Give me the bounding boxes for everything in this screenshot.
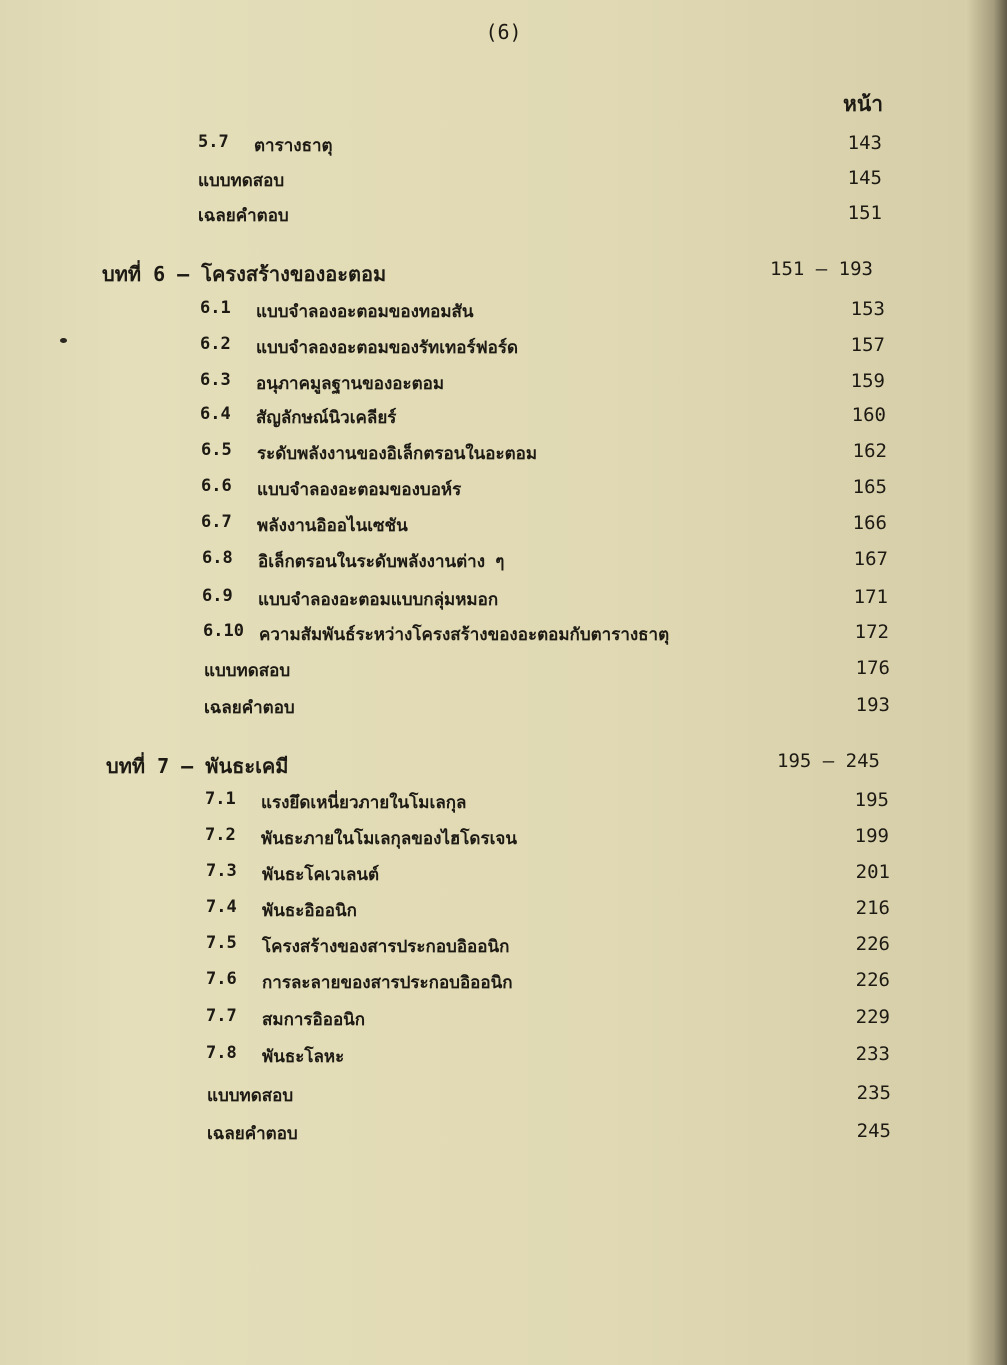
entry-title: อนุภาคมูลฐานของอะตอม [256, 374, 445, 394]
toc-entry [201, 512, 901, 542]
entry-title: พลังงานอิออไนเซชัน [257, 516, 408, 536]
entry-number: 6.6 [201, 476, 232, 496]
toc-entry [200, 370, 900, 400]
entry-number: 6.3 [200, 370, 231, 390]
toc-entry [198, 167, 898, 197]
toc-entry [200, 334, 900, 364]
entry-number: 6.1 [200, 298, 231, 318]
entry-page: 162 [852, 440, 887, 462]
entry-title: ระดับพลังงานของอิเล็กตรอนในอะตอม [257, 444, 538, 464]
entry-number: 6.7 [201, 512, 232, 532]
toc-entry [202, 586, 902, 616]
chapter-title: บทที่ 7 – พันธะเคมี [106, 754, 289, 778]
toc-entry [202, 548, 902, 578]
chapter-heading [106, 750, 906, 784]
entry-number: 6.8 [202, 548, 233, 568]
ink-spot [60, 338, 67, 343]
toc-entry [198, 202, 898, 232]
entry-number: 6.2 [200, 334, 231, 354]
entry-title: เฉลยคำตอบ [198, 206, 289, 226]
entry-title: ตารางธาตุ [254, 136, 333, 156]
entry-title: เฉลยคำตอบ [204, 698, 295, 718]
entry-page: 159 [850, 370, 885, 392]
entry-number: 6.9 [202, 586, 233, 606]
entry-number: 6.10 [203, 621, 244, 641]
toc-entry [207, 1120, 907, 1150]
toc-entry [204, 657, 904, 687]
entry-page: 226 [855, 969, 890, 991]
toc-entry [205, 825, 905, 855]
entry-page: 143 [847, 132, 882, 154]
toc-entry [201, 476, 901, 506]
entry-page: 145 [847, 167, 882, 189]
entry-page: 160 [851, 404, 886, 426]
entry-page: 166 [852, 512, 887, 534]
entry-number: 7.2 [205, 825, 236, 845]
toc-entry [200, 404, 900, 434]
entry-number: 7.5 [206, 933, 237, 953]
entry-page: 245 [856, 1120, 891, 1142]
entry-number: 6.5 [201, 440, 232, 460]
toc-entry [201, 440, 901, 470]
entry-page: 157 [850, 334, 885, 356]
chapter-heading [102, 258, 902, 292]
toc-entry [200, 298, 900, 328]
entry-page: 226 [855, 933, 890, 955]
entry-page: 165 [852, 476, 887, 498]
entry-number: 5.7 [198, 132, 229, 152]
entry-number: 7.6 [206, 969, 237, 989]
entry-title: แบบทดสอบ [207, 1086, 294, 1106]
toc-entry [198, 132, 898, 162]
toc-entry [206, 897, 906, 927]
chapter-title: บทที่ 6 – โครงสร้างของอะตอม [102, 262, 387, 286]
entry-page: 233 [855, 1043, 890, 1065]
entry-title: แบบจำลองอะตอมแบบกลุ่มหมอก [258, 590, 499, 610]
entry-page: 193 [855, 694, 890, 716]
entry-page: 229 [855, 1006, 890, 1028]
entry-page: 153 [850, 298, 885, 320]
entry-number: 6.4 [200, 404, 231, 424]
entry-page: 172 [854, 621, 889, 643]
entry-title: เฉลยคำตอบ [207, 1124, 298, 1144]
entry-number: 7.3 [206, 861, 237, 881]
entry-number: 7.1 [205, 789, 236, 809]
toc-entry [206, 1006, 906, 1036]
entry-page: 216 [855, 897, 890, 919]
entry-number: 7.7 [206, 1006, 237, 1026]
entry-page: 171 [853, 586, 888, 608]
entry-page: 176 [855, 657, 890, 679]
entry-title: โครงสร้างของสารประกอบอิออนิก [262, 937, 510, 957]
entry-number: 7.4 [206, 897, 237, 917]
entry-title: พันธะโคเวเลนต์ [262, 865, 380, 885]
page-column-header: หน้า [843, 92, 883, 116]
toc-entry [204, 694, 904, 724]
entry-title: ความสัมพันธ์ระหว่างโครงสร้างของอะตอมกับตารางธาตุ [259, 625, 670, 645]
entry-title: แบบจำลองอะตอมของทอมสัน [256, 302, 474, 322]
entry-page: 199 [854, 825, 889, 847]
entry-title: แรงยึดเหนี่ยวภายในโมเลกุล [261, 793, 467, 813]
toc-entry [206, 933, 906, 963]
toc-entry [205, 789, 905, 819]
chapter-page-range: 151 – 193 [770, 258, 873, 280]
entry-title: แบบทดสอบ [198, 171, 285, 191]
toc-entry [206, 969, 906, 999]
entry-number: 7.8 [206, 1043, 237, 1063]
entry-title: แบบจำลองอะตอมของบอห์ร [257, 480, 462, 500]
entry-title: สัญลักษณ์นิวเคลียร์ [256, 408, 397, 428]
entry-title: พันธะโลหะ [262, 1047, 345, 1067]
entry-title: การละลายของสารประกอบอิออนิก [262, 973, 513, 993]
toc-entry [206, 861, 906, 891]
entry-page: 195 [854, 789, 889, 811]
toc-entry [203, 621, 903, 651]
toc-entry [207, 1082, 907, 1112]
page-number: (6) [485, 20, 522, 44]
toc-entry [206, 1043, 906, 1073]
entry-title: แบบจำลองอะตอมของรัทเทอร์ฟอร์ด [256, 338, 519, 358]
entry-title: สมการอิออนิก [262, 1010, 366, 1030]
entry-title: พันธะอิออนิก [262, 901, 357, 921]
entry-title: พันธะภายในโมเลกุลของไฮโดรเจน [261, 829, 517, 849]
page-edge-shadow [993, 0, 1007, 1365]
entry-page: 201 [855, 861, 890, 883]
entry-page: 167 [853, 548, 888, 570]
entry-title: อิเล็กตรอนในระดับพลังงานต่าง ๆ [258, 552, 505, 572]
chapter-page-range: 195 – 245 [777, 750, 880, 772]
entry-page: 235 [856, 1082, 891, 1104]
entry-title: แบบทดสอบ [204, 661, 291, 681]
entry-page: 151 [847, 202, 882, 224]
